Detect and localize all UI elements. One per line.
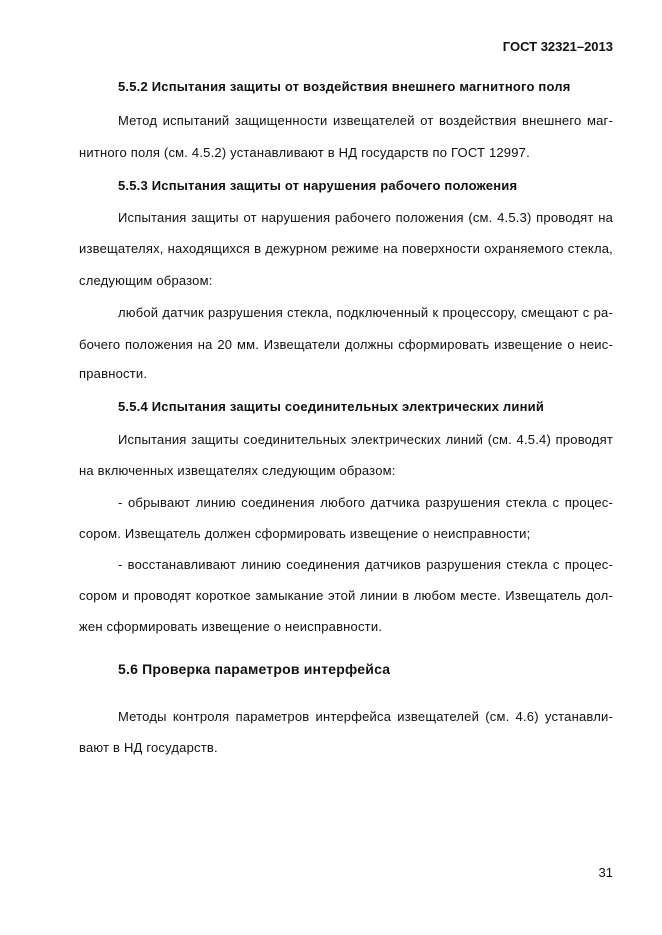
heading-5-6: 5.6 Проверка параметров интерфейса (118, 661, 391, 677)
paragraph-line: бочего положения на 20 мм. Извещатели должны сформировать извещение о неис- (79, 337, 613, 352)
heading-5-5-2: 5.5.2 Испытания защиты от воздействия внешнего магнитного поля (118, 79, 571, 94)
list-item-line: - обрывают линию соединения любого датчика разрушения стекла с процес- (118, 495, 613, 510)
paragraph-line: Испытания защиты соединительных электрических линий (см. 4.5.4) проводят (118, 432, 613, 447)
page-number: 31 (598, 865, 613, 880)
paragraph-line: Методы контроля параметров интерфейса извещателей (см. 4.6) устанавли- (118, 709, 613, 724)
document-header: ГОСТ 32321–2013 (502, 39, 613, 54)
paragraph-line: Метод испытаний защищенности извещателей от воздействия внешнего маг- (118, 113, 613, 128)
paragraph-line: извещателях, находящихся в дежурном режиме на поверхности охраняемого стекла, (79, 241, 613, 256)
heading-5-5-3: 5.5.3 Испытания защиты от нарушения рабочего положения (118, 178, 518, 193)
paragraph-line: любой датчик разрушения стекла, подключенный к процессору, смещают с ра- (118, 305, 613, 320)
list-item-line: - восстанавливают линию соединения датчиков разрушения стекла с процес- (118, 557, 613, 572)
paragraph-line: вают в НД государств. (79, 740, 218, 755)
paragraph-line: правности. (79, 366, 148, 381)
list-item-line: сором и проводят короткое замыкание этой линии в любом месте. Извещатель дол- (79, 588, 613, 603)
paragraph-line: на включенных извещателях следующим образом: (79, 463, 396, 478)
paragraph-line: Испытания защиты от нарушения рабочего положения (см. 4.5.3) проводят на (118, 210, 613, 225)
heading-5-5-4: 5.5.4 Испытания защиты соединительных электрических линий (118, 399, 545, 414)
paragraph-line: нитного поля (см. 4.5.2) устанавливают в НД государств по ГОСТ 12997. (79, 145, 530, 160)
paragraph-line: следующим образом: (79, 273, 213, 288)
list-item-line: жен сформировать извещение о неисправности. (79, 619, 383, 634)
list-item-line: сором. Извещатель должен сформировать извещение о неисправности; (79, 526, 531, 541)
